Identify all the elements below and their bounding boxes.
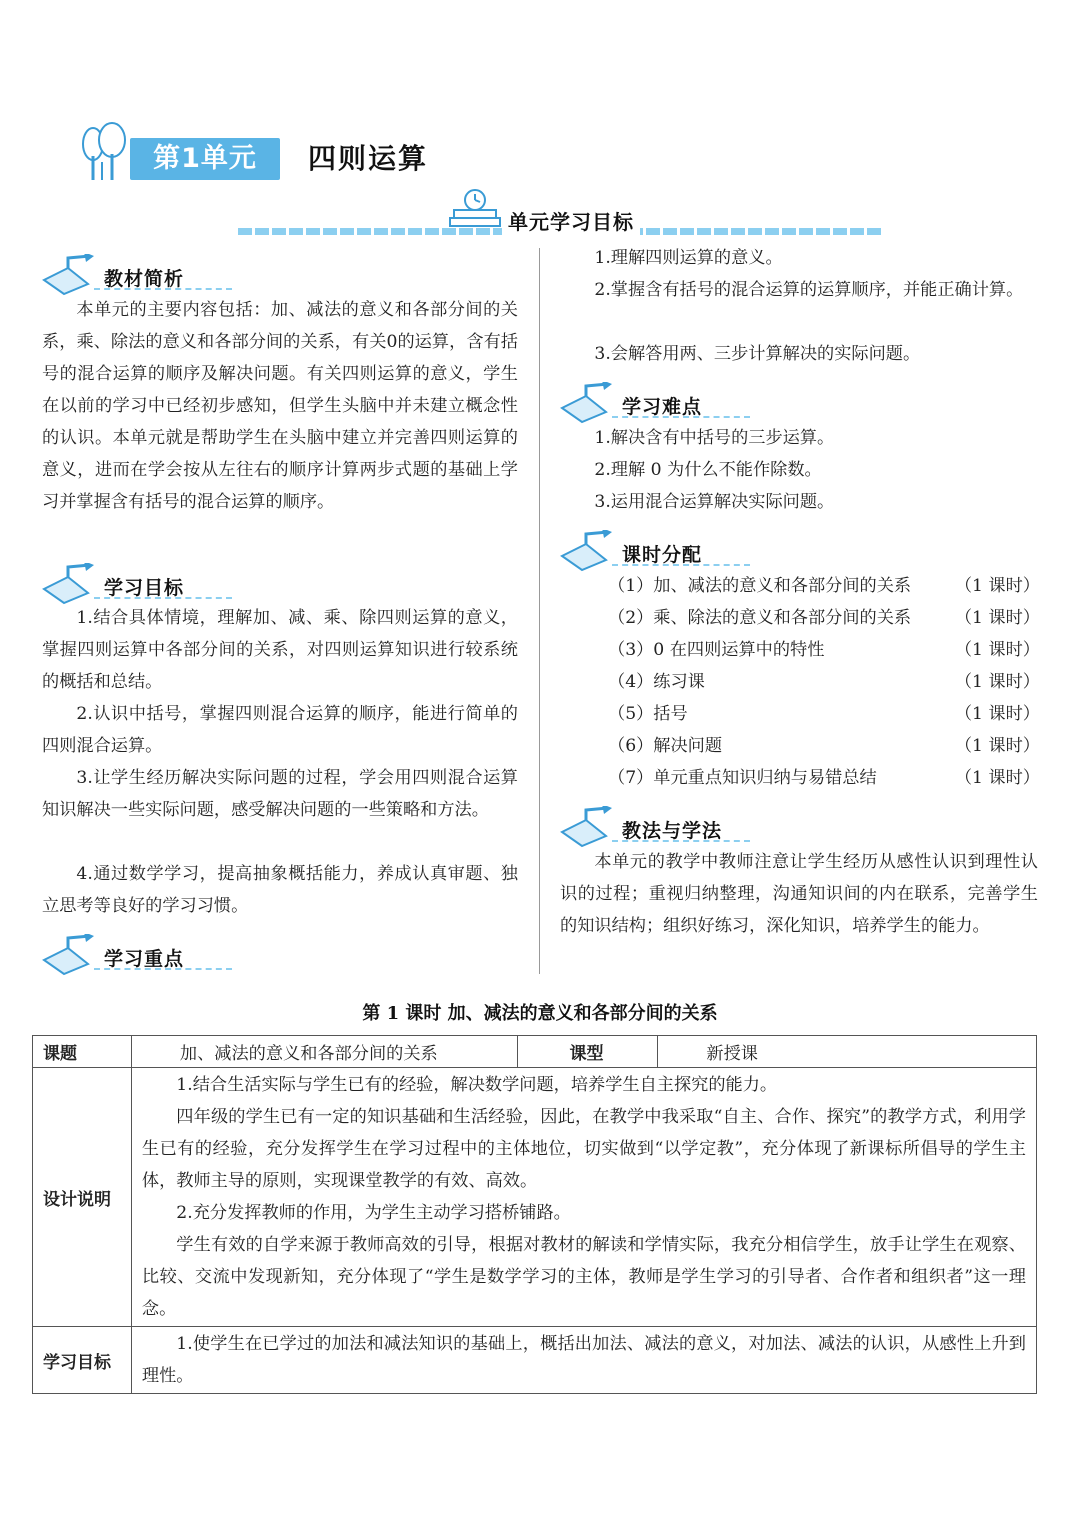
section-heading-goals [42, 563, 232, 605]
section-heading-label: 学习难点 [622, 396, 703, 418]
tree-icon [78, 122, 130, 182]
topic-value: 加、减法的意义和各部分间的关系 [131, 1036, 517, 1068]
design-paragraph: 1.结合生活实际与学生已有的经验，解决数学问题，培养学生自主探究的能力。 [176, 1075, 778, 1095]
table-row [33, 1036, 1037, 1068]
schedule-hours: （1 课时） [954, 704, 1040, 724]
lesson-table [32, 1035, 1037, 1394]
design-content [131, 1068, 1036, 1327]
unit-title: 四则运算 [308, 142, 429, 175]
schedule-label: （3）0 在四则运算中的特性 [608, 640, 825, 660]
schedule-label: （1）加、减法的意义和各部分间的关系 [608, 576, 912, 596]
heading-dash [612, 564, 750, 566]
section-heading-label: 学习目标 [104, 577, 185, 599]
design-paragraph: 学生有效的自学来源于教师高效的引导，根据对教材的解读和学情实际，我充分相信学生，放手让学生在观察、比较、交流中发现新知，充分体现了“学生是数学学习的主体，教师是学生学习的引导者、合作者和组织者”这一理念。 [141, 1235, 1026, 1319]
column-divider [539, 248, 540, 974]
table-row [33, 1327, 1037, 1394]
schedule-list [608, 570, 1040, 794]
schedule-hours: （1 课时） [954, 672, 1040, 692]
section-heading-label: 课时分配 [622, 544, 703, 566]
goals-content [131, 1327, 1036, 1394]
schedule-label: （7）单元重点知识归纳与易错总结 [608, 768, 877, 788]
schedule-hours: （1 课时） [954, 640, 1040, 660]
section-heading-schedule [560, 530, 750, 572]
schedule-hours: （1 课时） [954, 768, 1040, 788]
topic-label: 课题 [33, 1036, 132, 1068]
heading-dash [612, 840, 750, 842]
goal-item: 2.认识中括号，掌握四则混合运算的顺序，能进行简单的四则混合运算。 [42, 704, 518, 756]
design-paragraph: 2.充分发挥教师的作用，为学生主动学习搭桥铺路。 [176, 1203, 571, 1223]
unit-badge: 第1单元 [130, 138, 280, 180]
difficulty-item: 3.运用混合运算解决实际问题。 [594, 492, 835, 512]
schedule-label: （5）括号 [608, 704, 688, 724]
schedule-row [608, 634, 1040, 666]
difficulty-item: 2.理解 0 为什么不能作除数。 [594, 460, 822, 480]
heading-dash [94, 288, 232, 290]
goal-item: 1.结合具体情境，理解加、减、乘、除四则运算的意义，掌握四则运算中各部分间的关系，对四则运算知识进行较系统的概括和总结。 [42, 608, 518, 692]
schedule-row [608, 666, 1040, 698]
goals-label: 学习目标 [33, 1327, 132, 1394]
schedule-label: （4）练习课 [608, 672, 705, 692]
schedule-row [608, 602, 1040, 634]
schedule-hours: （1 课时） [954, 576, 1040, 596]
methods-text: 本单元的教学中教师注意让学生经历从感性认识到理性认识的过程；重视归纳整理，沟通知识间的内在联系，完善学生的知识结构；组织好练习，深化知识，培养学生的能力。 [560, 852, 1038, 936]
section-heading-label: 学习重点 [104, 948, 185, 970]
section-heading-label: 教材简析 [104, 268, 185, 290]
unit-goals-banner [238, 188, 882, 240]
books-clock-icon [446, 188, 504, 234]
section-heading-key-points [42, 934, 232, 976]
schedule-row [608, 570, 1040, 602]
schedule-row [608, 762, 1040, 794]
schedule-hours: （1 课时） [954, 736, 1040, 756]
banner-label: 单元学习目标 [502, 206, 640, 235]
type-value: 新授课 [658, 1036, 1037, 1068]
design-label: 设计说明 [33, 1068, 132, 1327]
key-point-item: 1.理解四则运算的意义。 [594, 248, 783, 268]
heading-dash [94, 597, 232, 599]
type-label: 课型 [517, 1036, 658, 1068]
schedule-row [608, 730, 1040, 762]
goals-paragraph: 1.使学生在已学过的加法和减法知识的基础上，概括出加法、减法的意义，对加法、减法的认识，从感性上升到理性。 [141, 1334, 1026, 1386]
section-heading-label: 教法与学法 [622, 820, 723, 842]
schedule-label: （2）乘、除法的意义和各部分间的关系 [608, 608, 912, 628]
goal-item: 3.让学生经历解决实际问题的过程，学会用四则混合运算知识解决一些实际问题，感受解决问题的一些策略和方法。 [42, 768, 518, 820]
heading-dash [612, 416, 750, 418]
material-text: 本单元的主要内容包括：加、减法的意义和各部分间的关系，乘、除法的意义和各部分间的关系，有关0的运算，含有括号的混合运算的顺序及解决问题。有关四则运算的意义，学生在以前的学习中已经初步感知，但学生头脑中并未建立概念性的认识。本单元就是帮助学生在头脑中建立并完善四则运算的意义，进而在学会按从左往右的顺序计算两步式题的基础上学习并掌握含有括号的混合运算的顺序。 [42, 300, 518, 512]
schedule-hours: （1 课时） [954, 608, 1040, 628]
unit-header [78, 120, 578, 186]
difficulty-item: 1.解决含有中括号的三步运算。 [594, 428, 835, 448]
goal-item: 4.通过数学学习，提高抽象概括能力，养成认真审题、独立思考等良好的学习习惯。 [42, 864, 518, 916]
lesson-title: 第 1 课时 加、减法的意义和各部分间的关系 [362, 1003, 718, 1024]
section-heading-difficulties [560, 382, 750, 424]
key-point-item: 2.掌握含有括号的混合运算的运算顺序，并能正确计算。 [594, 280, 1024, 300]
design-paragraph: 四年级的学生已有一定的知识基础和生活经验，因此，在教学中我采取“自主、合作、探究”的教学方式，利用学生已有的经验，充分发挥学生在学习过程中的主体地位，切实做到“以学定教”，充分体现了新课标所倡导的学生主体，教师主导的原则，实现课堂教学的有效、高效。 [141, 1107, 1026, 1191]
heading-dash [94, 968, 232, 970]
section-heading-methods [560, 806, 750, 848]
schedule-row [608, 698, 1040, 730]
table-row [33, 1068, 1037, 1327]
key-point-item: 3.会解答用两、三步计算解决的实际问题。 [594, 344, 921, 364]
schedule-label: （6）解决问题 [608, 736, 723, 756]
section-heading-material [42, 254, 232, 296]
